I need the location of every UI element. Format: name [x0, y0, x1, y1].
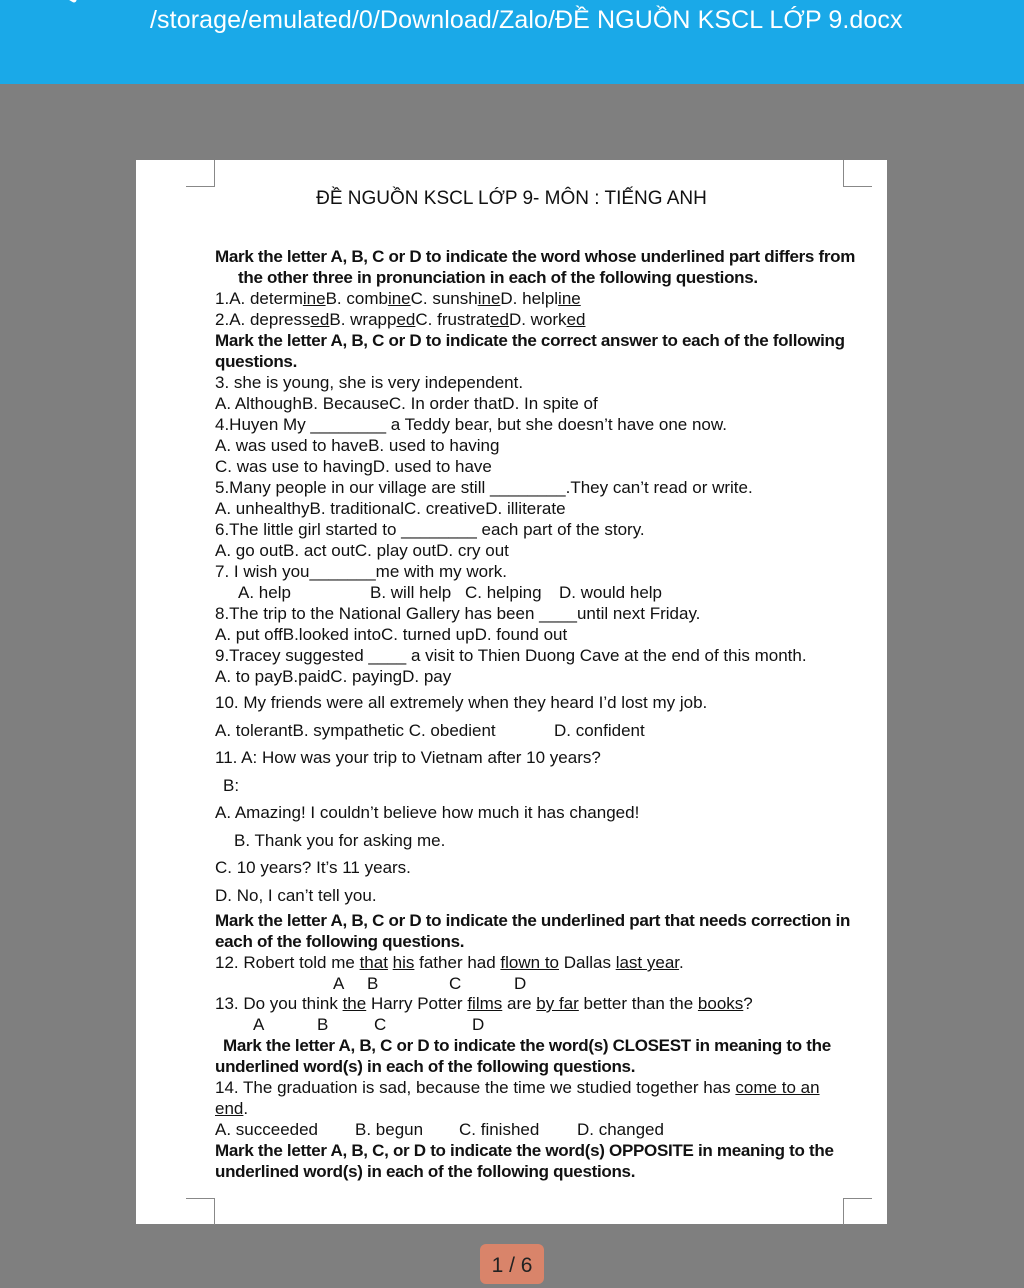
question-9-stem: 9.Tracey suggested ____ a visit to Thien Duong Cave at the end of this month. [215, 646, 807, 665]
question-7-option-c: C. helping [465, 583, 542, 602]
back-arrow-icon[interactable] [40, 0, 90, 16]
crop-mark-bottom-left [186, 1198, 215, 1225]
question-14-option-a: A. succeeded [215, 1120, 319, 1139]
question-12-sentence: 12. Robert told me that his father had flown to Dallas last year. [215, 953, 684, 972]
question-12-label-c: C [449, 974, 462, 993]
section4-heading-line1: Mark the letter A, B, C or D to indicate the word(s) CLOSEST in meaning to the [223, 1036, 831, 1055]
section2-heading-line2: questions. [215, 352, 298, 371]
question-7-stem: 7. I wish you_______me with my work. [215, 562, 507, 581]
question-6-options: A. go outB. act outC. play outD. cry out [215, 541, 509, 560]
question-4-stem: 4.Huyen My ________ a Teddy bear, but she doesn’t have one now. [215, 415, 727, 434]
question-13-label-a: A [253, 1015, 265, 1034]
question-14-option-d: D. changed [577, 1120, 664, 1139]
section1-heading-line1: Mark the letter A, B, C or D to indicate the word whose underlined part differs from [215, 247, 856, 266]
question-14-sentence-end: end. [215, 1099, 249, 1118]
question-7-option-d: D. would help [559, 583, 663, 602]
question-5-options: A. unhealthyB. traditionalC. creativeD. illiterate [215, 499, 566, 518]
question-14-sentence: 14. The graduation is sad, because the time we studied together has come to an [215, 1078, 820, 1097]
question-13-label-c: C [374, 1015, 387, 1034]
question-7-option-b: B. will help [370, 583, 452, 602]
question-12-label-b: B [367, 974, 379, 993]
question-11-b-prompt: B: [223, 776, 240, 795]
question-14-option-c: C. finished [459, 1120, 540, 1139]
question-2: 2.A. depressedB. wrappedC. frustratedD. worked [215, 310, 586, 329]
question-11-stem: 11. A: How was your trip to Vietnam after 10 years? [215, 748, 601, 767]
section4-heading-line2: underlined word(s) in each of the following questions. [215, 1057, 636, 1076]
question-7-option-a: A. help [238, 583, 291, 602]
question-12-label-d: D [514, 974, 527, 993]
section2-heading-line1: Mark the letter A, B, C or D to indicate the correct answer to each of the following [215, 331, 845, 350]
question-14-option-b: B. begun [355, 1120, 424, 1139]
question-3-stem: 3. she is young, she is very independent. [215, 373, 524, 392]
question-8-stem: 8.The trip to the National Gallery has been ____until next Friday. [215, 604, 701, 623]
top-app-bar [0, 0, 1024, 84]
section5-heading-line1: Mark the letter A, B, C, or D to indicate the word(s) OPPOSITE in meaning to the [215, 1141, 834, 1160]
question-8-options: A. put offB.looked intoC. turned upD. found out [215, 625, 568, 644]
crop-mark-top-right [843, 160, 872, 187]
question-12-label-a: A [333, 974, 345, 993]
section1-heading-line2: the other three in pronunciation in each of the following questions. [238, 268, 758, 287]
question-11-option-c: C. 10 years? It’s 11 years. [215, 858, 411, 877]
question-13-label-b: B [317, 1015, 329, 1034]
question-6-stem: 6.The little girl started to ________ each part of the story. [215, 520, 645, 539]
file-path-title: /storage/emulated/0/Download/Zalo/ĐỀ NGUỒN KSCL LỚP 9.docx [150, 6, 903, 34]
section3-heading-line2: each of the following questions. [215, 932, 465, 951]
question-10-option-d: D. confident [554, 721, 645, 740]
question-4-options-1: A. was used to haveB. used to having [215, 436, 500, 455]
question-11-option-b: B. Thank you for asking me. [234, 831, 446, 850]
question-10-options: A. tolerantB. sympathetic C. obedient [215, 721, 496, 740]
crop-mark-bottom-right [843, 1198, 872, 1225]
document-page[interactable] [136, 160, 887, 1224]
section5-heading-line2: underlined word(s) in each of the following questions. [215, 1162, 636, 1181]
question-5-stem: 5.Many people in our village are still ________.They can’t read or write. [215, 478, 753, 497]
question-4-options-2: C. was use to havingD. used to have [215, 457, 492, 476]
section3-heading-line1: Mark the letter A, B, C or D to indicate the underlined part that needs correction in [215, 911, 851, 930]
page-indicator[interactable]: 1 / 6 [480, 1244, 544, 1284]
question-13-sentence: 13. Do you think the Harry Potter films are by far better than the books? [215, 994, 753, 1013]
question-10-stem: 10. My friends were all extremely when they heard I’d lost my job. [215, 693, 708, 712]
crop-mark-top-left [186, 160, 215, 187]
question-1: 1.A. determineB. combineC. sunshineD. helpline [215, 289, 581, 308]
document-title: ĐỀ NGUỒN KSCL LỚP 9- MÔN : TIẾNG ANH [316, 188, 707, 209]
question-3-options: A. AlthoughB. BecauseC. In order thatD. In spite of [215, 394, 598, 413]
question-11-option-a: A. Amazing! I couldn’t believe how much it has changed! [215, 803, 640, 822]
question-11-option-d: D. No, I can’t tell you. [215, 886, 377, 905]
question-9-options: A. to payB.paidC. payingD. pay [215, 667, 452, 686]
question-13-label-d: D [472, 1015, 485, 1034]
